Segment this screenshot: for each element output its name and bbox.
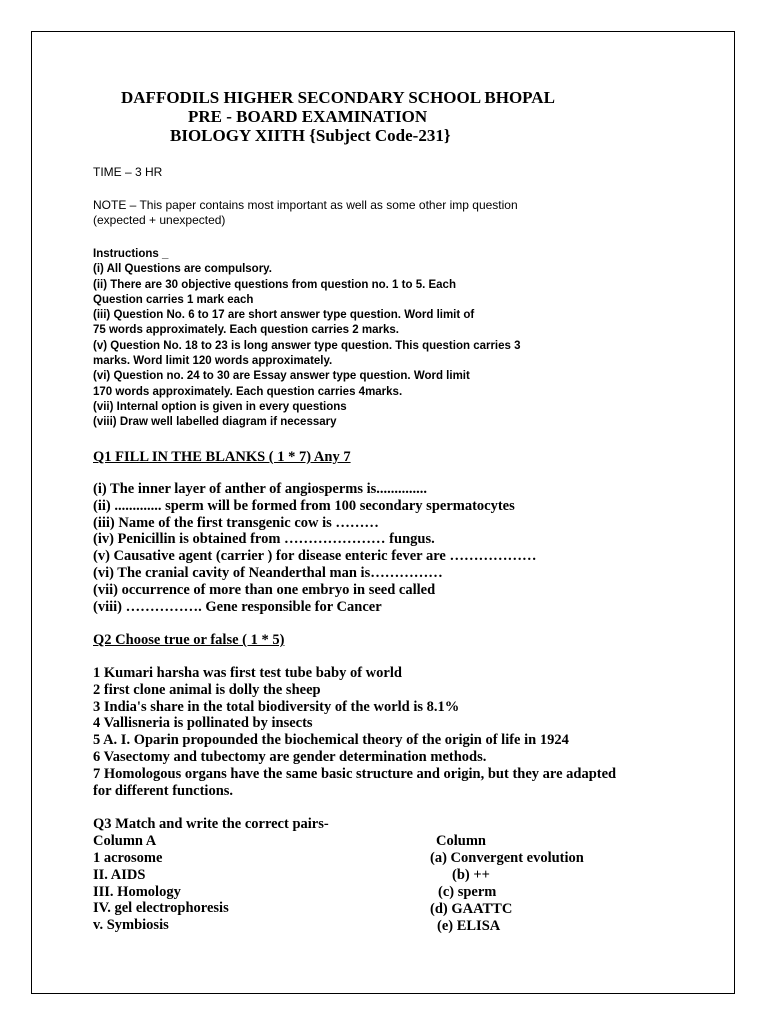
column-b-item: (e) ELISA: [437, 918, 501, 934]
q1-item: (v) Causative agent (carrier ) for disease enteric fever are ………………: [93, 548, 537, 565]
q2-item: 4 Vallisneria is pollinated by insects: [93, 715, 313, 732]
instructions: [93, 247, 521, 431]
column-b-header: Column: [436, 833, 486, 849]
q2-item: 7 Homologous organs have the same basic structure and origin, but they are adapted: [93, 765, 617, 782]
q2-item: 3 India's share in the total biodiversity of the world is 8.1%: [93, 698, 460, 715]
q2-item: 5 A. I. Oparin propounded the biochemical theory of the origin of life in 1924: [93, 732, 569, 749]
column-b-item: (a) Convergent evolution: [430, 850, 584, 866]
note-line: NOTE – This paper contains most important as well as some other imp question: [93, 198, 518, 212]
instruction-line: (i) All Questions are compulsory.: [93, 263, 272, 276]
note: [93, 198, 518, 228]
q1-item: (i) The inner layer of anther of angiosperms is..............: [93, 481, 428, 497]
instruction-line: marks. Word limit 120 words approximately.: [93, 355, 333, 368]
column-a-item: III. Homology: [93, 883, 181, 900]
column-b-item: (d) GAATTC: [430, 901, 513, 917]
q2-items: [93, 665, 616, 799]
column-b-item: (c) sperm: [438, 884, 497, 900]
exam-time: TIME – 3 HR: [93, 165, 163, 179]
q1-item: (iv) Penicillin is obtained from ………………… fungus.: [93, 531, 435, 548]
q1-item: (iii) Name of the first transgenic cow is ………: [93, 514, 379, 531]
q2-item: 6 Vasectomy and tubectomy are gender determination methods.: [93, 748, 487, 765]
instructions-title: Instructions _: [93, 248, 169, 260]
instruction-line: (vi) Question no. 24 to 30 are Essay answer type question. Word limit: [93, 370, 470, 383]
q1-item: (ii) ............. sperm will be formed from 100 secondary spermatocytes: [93, 497, 515, 514]
note-line: (expected + unexpected): [93, 213, 226, 227]
q1-item: (viii) ……………. Gene responsible for Cancer: [93, 598, 382, 615]
instruction-line: Question carries 1 mark each: [93, 293, 254, 306]
instruction-line: (ii) There are 30 objective questions from question no. 1 to 5. Each: [93, 278, 456, 291]
column-a-header: Column A: [93, 833, 157, 849]
exam-title: PRE - BOARD EXAMINATION: [188, 107, 428, 126]
instruction-line: (iii) Question No. 6 to 17 are short answer type question. Word limit of: [93, 309, 475, 322]
column-a-item: II. AIDS: [93, 866, 146, 883]
instruction-line: 75 words approximately. Each question carries 2 marks.: [93, 324, 399, 337]
q1-items: [93, 481, 536, 615]
q1-heading: Q1 FILL IN THE BLANKS ( 1 * 7) Any 7: [93, 449, 351, 465]
q2-item: 1 Kumari harsha was first test tube baby of world: [93, 665, 402, 681]
instruction-line: (vii) Internal option is given in every questions: [93, 400, 347, 413]
instruction-line: (v) Question No. 18 to 23 is long answer type question. This question carries 3: [93, 339, 521, 352]
column-a-item: 1 acrosome: [93, 850, 163, 866]
column-a-item: v. Symbiosis: [93, 917, 169, 934]
subject-title: BIOLOGY XIITH {Subject Code-231}: [170, 126, 451, 145]
q1-item: (vii) occurrence of more than one embryo in seed called: [93, 581, 436, 598]
q2-item: 2 first clone animal is dolly the sheep: [93, 681, 321, 698]
instruction-line: (viii) Draw well labelled diagram if necessary: [93, 416, 337, 429]
q2-heading: Q2 Choose true or false ( 1 * 5): [93, 632, 285, 648]
column-b-item: (b) ++: [452, 867, 490, 883]
instruction-line: 170 words approximately. Each question carries 4marks.: [93, 385, 403, 398]
q1-item: (vi) The cranial cavity of Neanderthal man is……………: [93, 564, 443, 581]
q2-item: for different functions.: [93, 782, 234, 799]
q3-heading: Q3 Match and write the correct pairs-: [93, 816, 329, 832]
column-a-list: [93, 850, 229, 934]
school-name: DAFFODILS HIGHER SECONDARY SCHOOL BHOPAL: [121, 88, 555, 107]
column-a-item: IV. gel electrophoresis: [93, 900, 229, 917]
